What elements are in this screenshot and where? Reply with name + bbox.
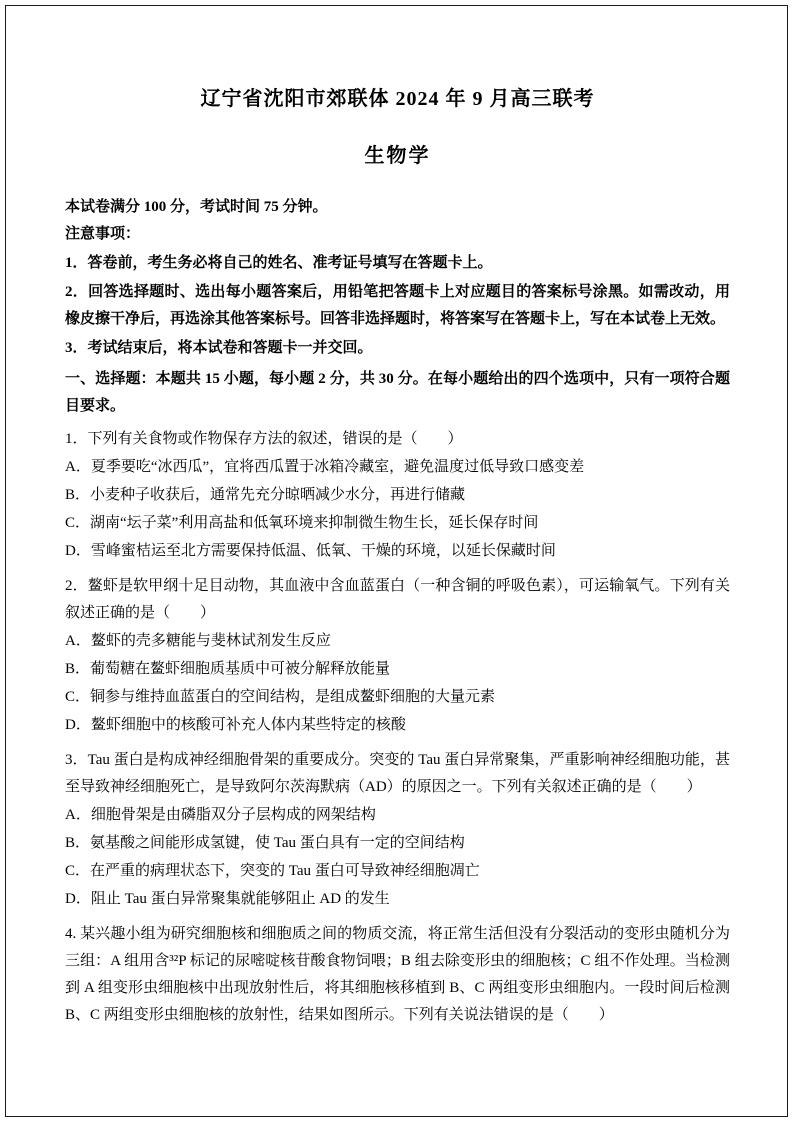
question-stem: 1．下列有关食物或作物保存方法的叙述，错误的是（ ） bbox=[65, 431, 463, 447]
question-option-a: A．鳌虾的壳多糖能与斐林试剂发生反应 bbox=[65, 633, 331, 649]
page-title: 辽宁省沈阳市郊联体 2024 年 9 月高三联考 bbox=[200, 88, 595, 110]
question-option-b: B．葡萄糖在鳌虾细胞质基质中可被分解释放能量 bbox=[65, 661, 391, 677]
notices-heading: 注意事项： bbox=[65, 226, 141, 242]
question-option-c: C．铜参与维持血蓝蛋白的空间结构，是组成鳌虾细胞的大量元素 bbox=[65, 689, 496, 705]
question-option-a: A．细胞骨架是由磷脂双分子层构成的网架结构 bbox=[65, 807, 376, 823]
question-4 bbox=[65, 921, 730, 1029]
question-2 bbox=[65, 573, 730, 739]
question-option-a: A．夏季要吃“冰西瓜”，宜将西瓜置于冰箱冷藏室，避免温度过低导致口感变差 bbox=[65, 459, 585, 475]
question-option-d: D．雪峰蜜桔运至北方需要保持低温、低氧、干燥的环境，以延长保藏时间 bbox=[65, 543, 556, 559]
section-heading: 一、选择题：本题共 15 小题，每小题 2 分，共 30 分。在每小题给出的四个选项中，只有一项符合题目要求。 bbox=[65, 371, 730, 414]
question-option-c: C．在严重的病理状态下，突变的 Tau 蛋白可导致神经细胞凋亡 bbox=[65, 863, 480, 879]
question-stem: 3．Tau 蛋白是构成神经细胞骨架的重要成分。突变的 Tau 蛋白异常聚集，严重影响神经细胞功能，甚至导致神经细胞死亡，是导致阿尔茨海默病（AD）的原因之一。下列有关叙述正确的是（ ） bbox=[65, 752, 730, 795]
question-option-d: D．鳌虾细胞中的核酸可补充人体内某些特定的核酸 bbox=[65, 717, 406, 733]
question-option-c: C．湖南“坛子菜”利用高盐和低氧环境来抑制微生物生长，延长保存时间 bbox=[65, 515, 539, 531]
question-option-b: B．氨基酸之间能形成氢键，使 Tau 蛋白具有一定的空间结构 bbox=[65, 835, 465, 851]
exam-info: 本试卷满分 100 分，考试时间 75 分钟。 bbox=[65, 199, 328, 215]
question-stem: 2．鳌虾是软甲纲十足目动物，其血液中含血蓝蛋白（一种含铜的呼吸色素），可运输氧气。下列有关叙述正确的是（ ） bbox=[65, 578, 730, 621]
notice-item: 3．考试结束后，将本试卷和答题卡一并交回。 bbox=[65, 340, 373, 356]
question-option-d: D．阻止 Tau 蛋白异常聚集就能够阻止 AD 的发生 bbox=[65, 891, 390, 907]
question-3 bbox=[65, 747, 730, 913]
notices-section bbox=[65, 221, 730, 362]
notice-item: 2．回答选择题时、选出每小题答案后，用铅笔把答题卡上对应题目的答案标号涂黑。如需改动，用橡皮擦干净后，再选涂其他答案标号。回答非选择题时，将答案写在答题卡上，写在本试卷上无效。 bbox=[65, 284, 730, 327]
question-1 bbox=[65, 426, 730, 565]
notice-item: 1．答卷前，考生务必将自己的姓名、准考证号填写在答题卡上。 bbox=[65, 255, 493, 271]
question-option-b: B．小麦种子收获后，通常先充分晾晒减少水分，再进行储藏 bbox=[65, 487, 466, 503]
subject-title: 生物学 bbox=[364, 145, 431, 167]
question-stem: 4. 某兴趣小组为研究细胞核和细胞质之间的物质交流，将正常生活但没有分裂活动的变形虫随机分为三组：A 组用含³²P 标记的尿嘧啶核苷酸食物饲喂；B 组去除变形虫的细胞核；C 组不作处理。当检测到 A 组变形虫细胞核中出现放射性后，将其细胞核移植到 B、C 两组变形虫细胞内。一段时间后检测 B、C 两组变形虫细胞核的放射性，结果如图所示。下列有关说法错误的是（ ） bbox=[65, 926, 730, 1023]
